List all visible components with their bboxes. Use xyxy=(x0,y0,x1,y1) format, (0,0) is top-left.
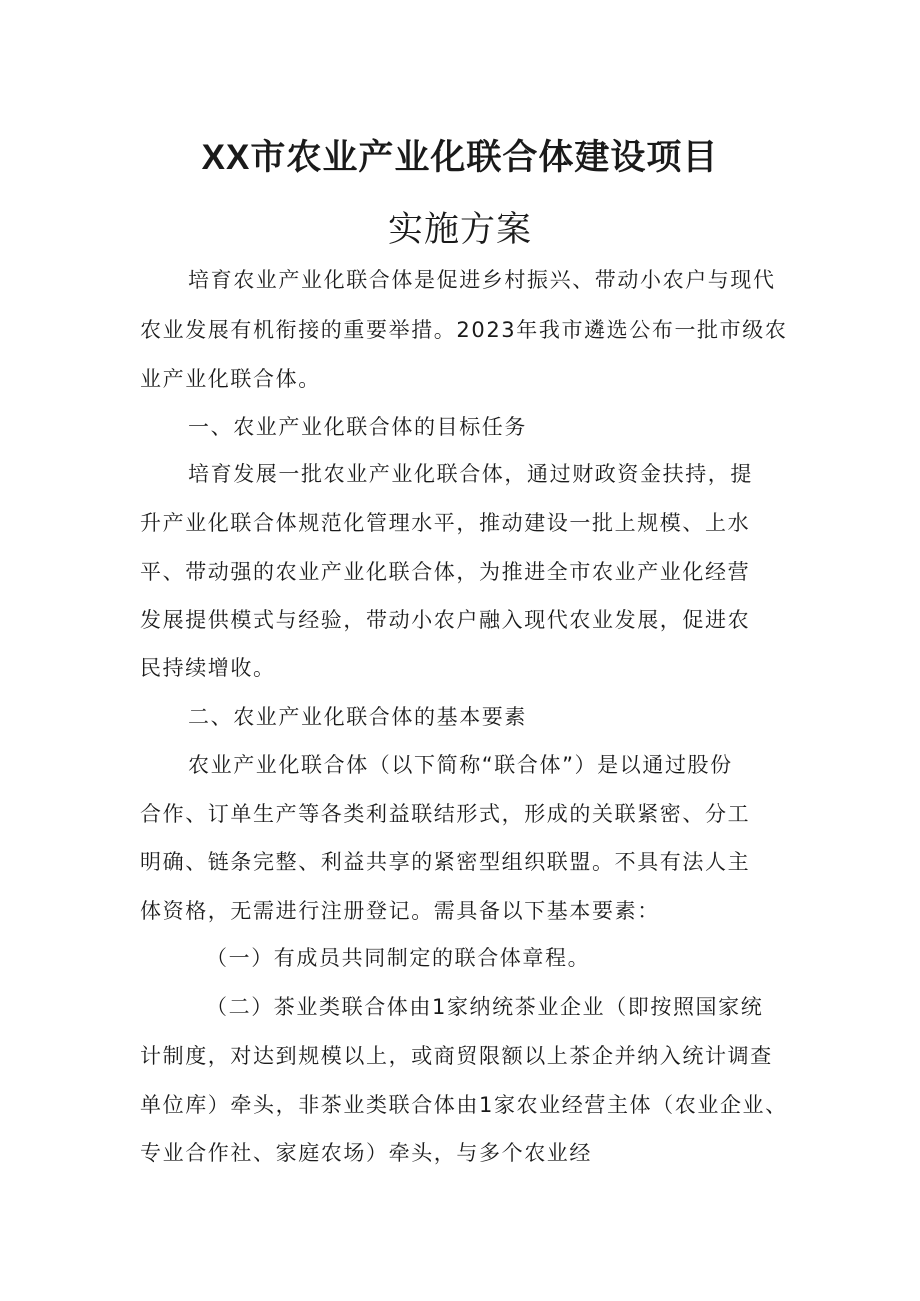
paragraph-line: 农业发展有机衔接的重要举措。2023年我市遴选公布一批市级农 xyxy=(140,318,788,342)
list-item: （二）茶业类联合体由1家纳统茶业企业（即按照国家统 xyxy=(206,995,764,1019)
section-heading: 一、农业产业化联合体的目标任务 xyxy=(188,415,527,439)
paragraph-line: 业产业化联合体。 xyxy=(140,367,321,391)
document-title: XX市农业产业化联合体建设项目 xyxy=(201,138,719,177)
section-heading: 二、农业产业化联合体的基本要素 xyxy=(188,705,527,729)
paragraph-line: 农业产业化联合体（以下简称“联合体”）是以通过股份 xyxy=(188,753,733,777)
paragraph-line: 培育发展一批农业产业化联合体，通过财政资金扶持，提 xyxy=(188,462,753,486)
paragraph-line: 培育农业产业化联合体是促进乡村振兴、带动小农户与现代 xyxy=(188,268,776,292)
paragraph-line: 发展提供模式与经验，带动小农户融入现代农业发展，促进农 xyxy=(140,608,751,632)
list-item: （一）有成员共同制定的联合体章程。 xyxy=(206,946,591,970)
paragraph-line: 民持续增收。 xyxy=(140,656,276,680)
paragraph-line: 平、带动强的农业产业化联合体，为推进全市农业产业化经营 xyxy=(140,560,751,584)
paragraph-line: 单位库）牵头，非茶业类联合体由1家农业经营主体（农业企业、 xyxy=(140,1093,788,1117)
document-subtitle: 实施方案 xyxy=(387,210,532,249)
paragraph-line: 明确、链条完整、利益共享的紧密型组织联盟。不具有法人主 xyxy=(140,850,751,874)
paragraph-line: 升产业化联合体规范化管理水平，推动建设一批上规模、上水 xyxy=(140,511,751,535)
paragraph-line: 合作、订单生产等各类利益联结形式，形成的关联紧密、分工 xyxy=(140,802,751,826)
paragraph-line: 体资格，无需进行注册登记。需具备以下基本要素： xyxy=(140,899,660,923)
paragraph-line: 专业合作社、家庭农场）牵头，与多个农业经 xyxy=(140,1141,592,1165)
paragraph-line: 计制度，对达到规模以上，或商贸限额以上茶企并纳入统计调查 xyxy=(140,1044,773,1068)
